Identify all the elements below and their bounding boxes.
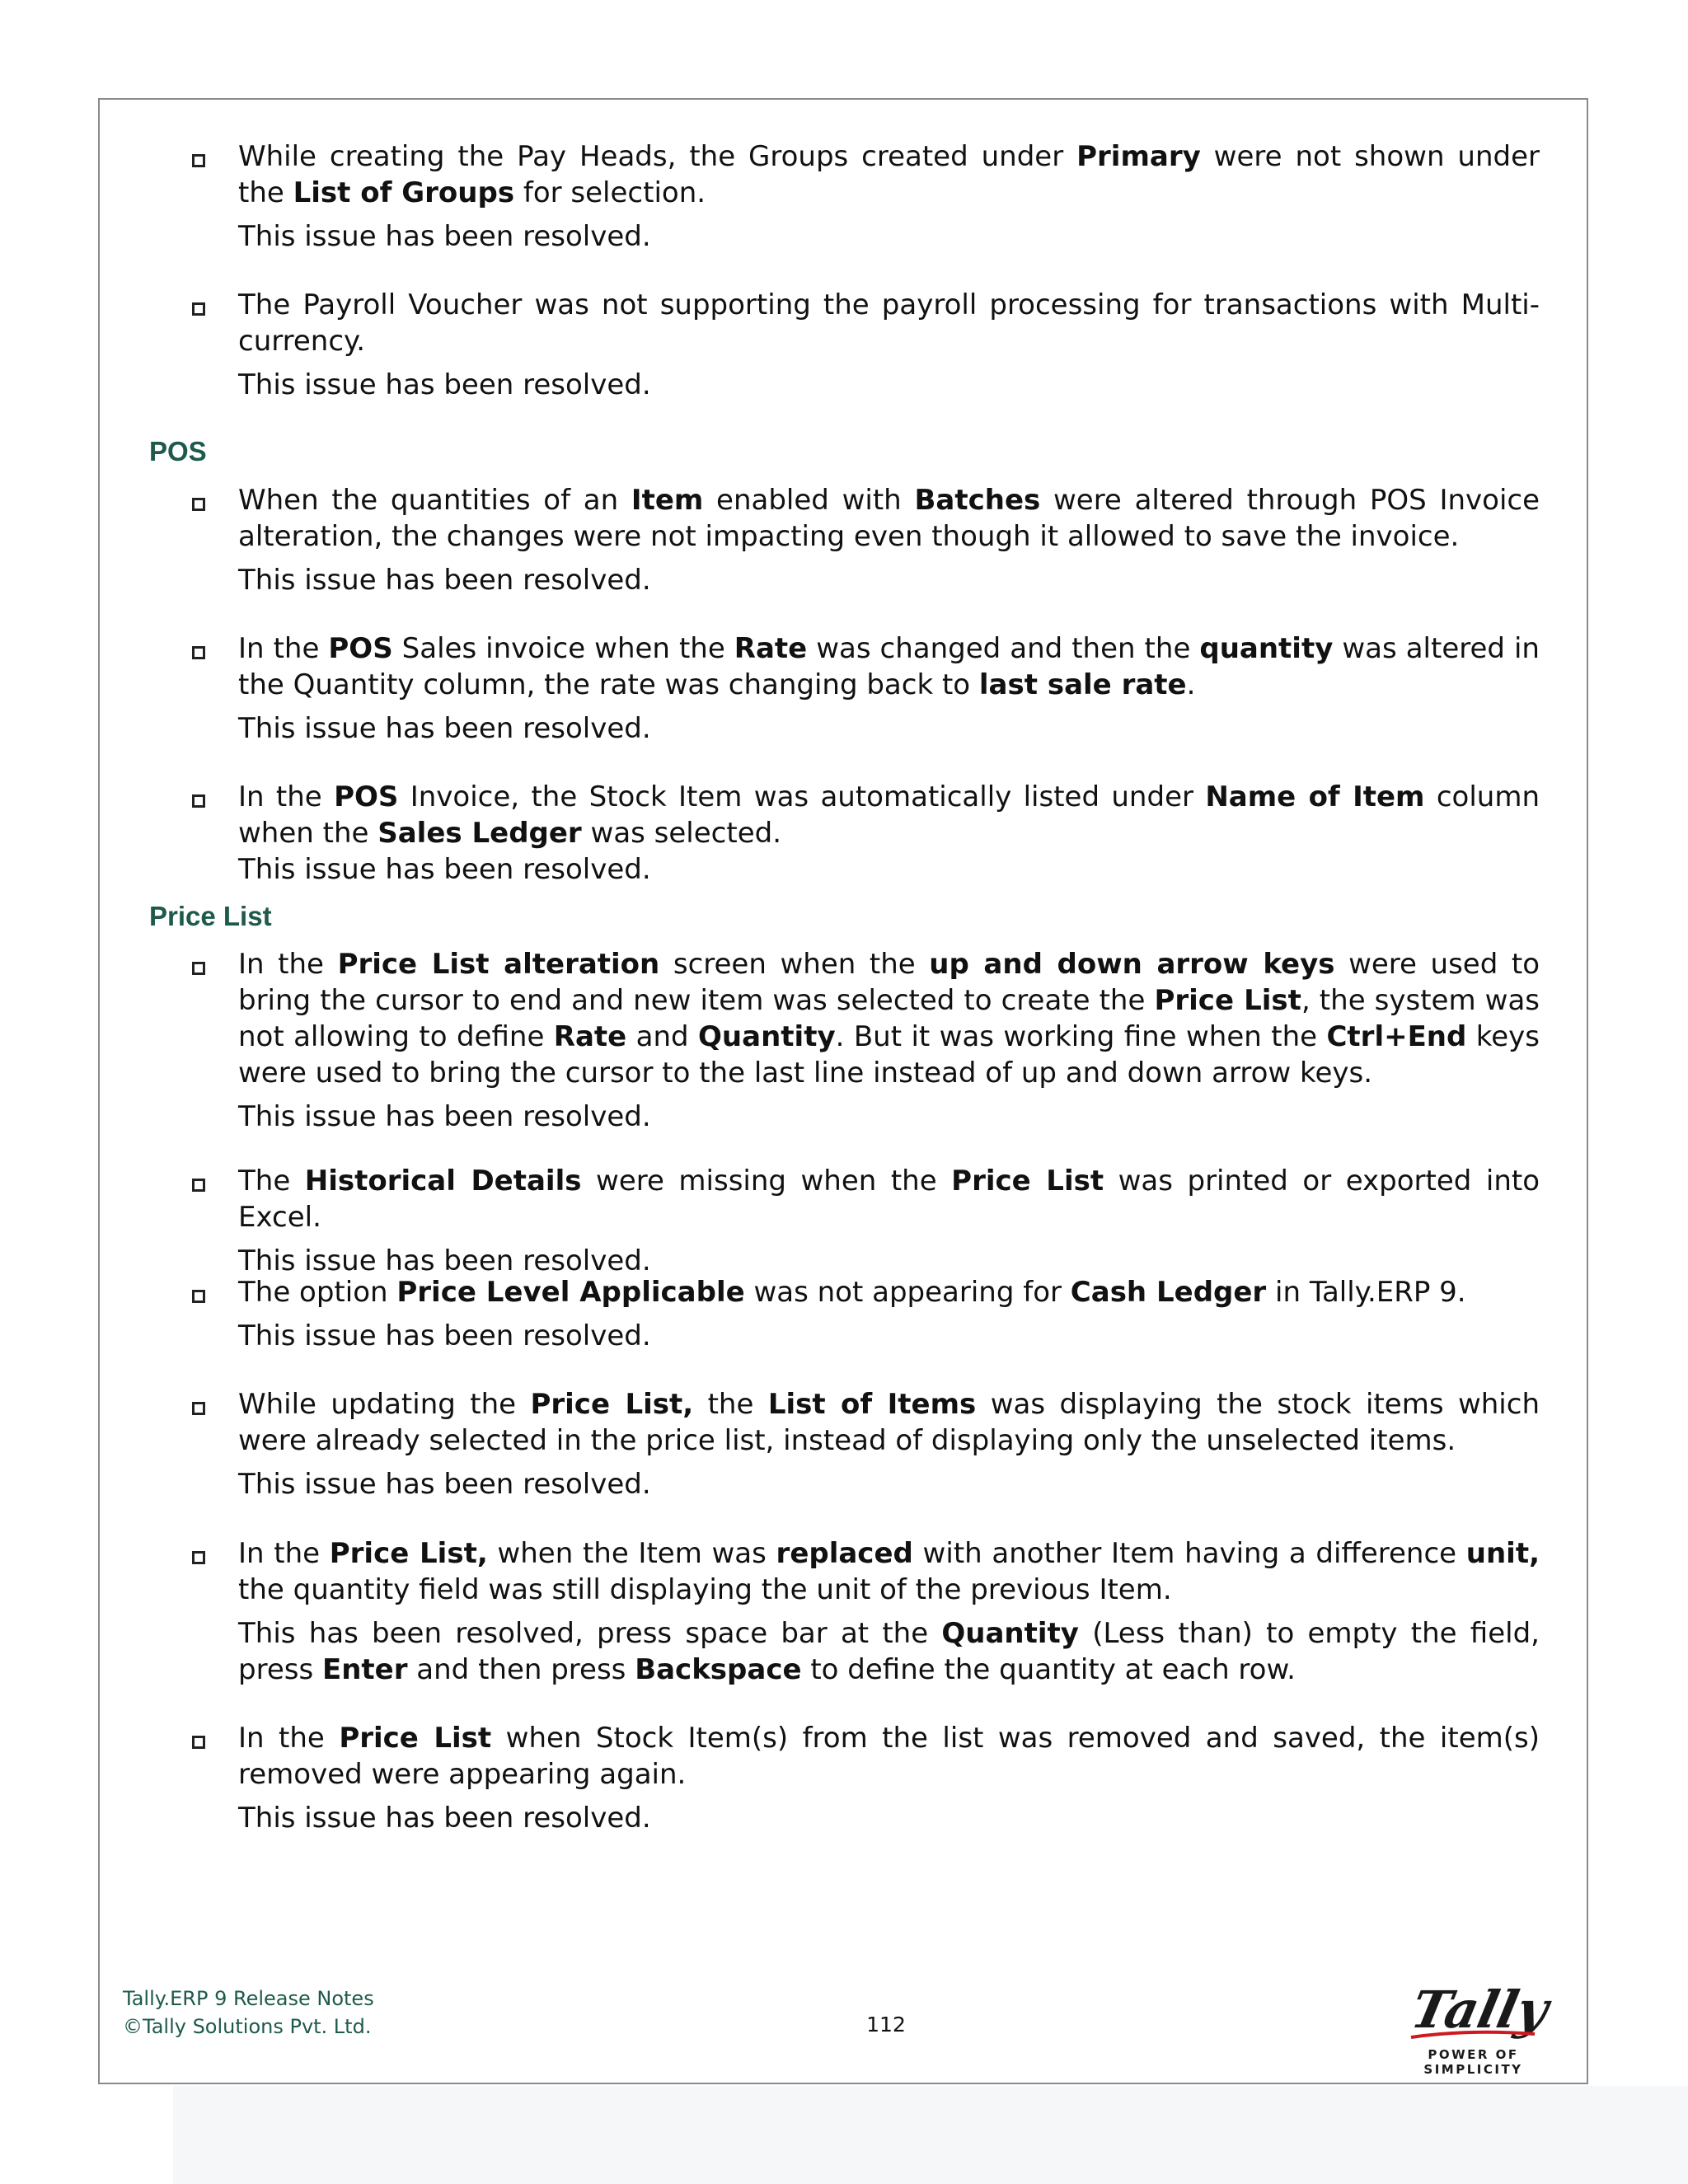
bold-term: Quantity bbox=[941, 1617, 1079, 1650]
text-run: in Tally.ERP 9. bbox=[1266, 1276, 1466, 1309]
footer-doc-title: Tally.ERP 9 Release Notes bbox=[123, 1987, 374, 2010]
bold-term: List of Groups bbox=[293, 176, 515, 209]
bold-term: up and down arrow keys bbox=[929, 948, 1335, 981]
text-run: to define the quantity at each row. bbox=[801, 1653, 1296, 1686]
resolution-note bbox=[238, 1318, 1540, 1354]
text-run: when Stock Item(s) from the list was removed and saved, the item(s) removed were appearing again. bbox=[238, 1722, 1540, 1791]
issue-item bbox=[149, 138, 1540, 255]
text-run: , the system was not allowing to define bbox=[238, 984, 1540, 1053]
issue-description bbox=[238, 482, 1540, 555]
text-run: for selection. bbox=[514, 176, 706, 209]
resolution-note bbox=[238, 1466, 1540, 1502]
square-bullet-icon bbox=[192, 498, 205, 511]
bold-term: POS bbox=[328, 632, 393, 665]
issue-item bbox=[149, 1274, 1540, 1354]
bold-term: Primary bbox=[1076, 140, 1201, 173]
square-bullet-icon bbox=[192, 1551, 205, 1564]
text-run: In the bbox=[238, 780, 335, 813]
bold-term: Price List alteration bbox=[337, 948, 660, 981]
text-run: This issue has been resolved. bbox=[238, 368, 651, 401]
text-run: enabled with bbox=[703, 484, 915, 517]
bold-term: Item bbox=[631, 484, 704, 517]
text-run: This issue has been resolved. bbox=[238, 712, 651, 745]
text-run: . bbox=[1186, 668, 1196, 701]
text-run: The option bbox=[238, 1276, 397, 1309]
bold-term: Batches bbox=[914, 484, 1041, 517]
text-run: (Less than) to empty the field, press bbox=[238, 1617, 1540, 1686]
page-number: 112 bbox=[866, 2013, 906, 2036]
issue-description bbox=[238, 1535, 1540, 1608]
bold-term: Backspace bbox=[635, 1653, 802, 1686]
text-run: was printed or exported into Excel. bbox=[238, 1165, 1540, 1234]
text-run: This issue has been resolved. bbox=[238, 220, 651, 253]
issue-item bbox=[149, 1720, 1540, 1836]
issue-description bbox=[238, 946, 1540, 1091]
bold-term: Name of Item bbox=[1205, 780, 1425, 813]
bold-term: Ctrl+End bbox=[1326, 1020, 1467, 1053]
square-bullet-icon bbox=[192, 1736, 205, 1749]
text-run: screen when the bbox=[659, 948, 930, 981]
text-run: In the bbox=[238, 1537, 330, 1570]
square-bullet-icon bbox=[192, 1179, 205, 1192]
resolution-note bbox=[238, 562, 1540, 598]
issue-item bbox=[149, 779, 1540, 888]
issue-item bbox=[149, 630, 1540, 747]
bold-term: Price List, bbox=[530, 1388, 694, 1421]
bold-term: POS bbox=[334, 780, 399, 813]
text-run: the quantity field was still displaying the unit of the previous Item. bbox=[238, 1573, 1172, 1606]
bold-term: Enter bbox=[321, 1653, 408, 1686]
issue-description bbox=[238, 1163, 1540, 1235]
text-run: This has been resolved, press space bar at the bbox=[238, 1617, 942, 1650]
text-run: This issue has been resolved. bbox=[238, 1100, 651, 1133]
resolution-note bbox=[238, 710, 1540, 747]
bold-term: Price List, bbox=[329, 1537, 488, 1570]
text-run: This issue has been resolved. bbox=[238, 1468, 651, 1501]
text-run: the bbox=[693, 1388, 768, 1421]
square-bullet-icon bbox=[192, 1402, 205, 1415]
text-run: The Payroll Voucher was not supporting the payroll processing for transactions with Multi-currency. bbox=[238, 288, 1540, 358]
footer-copyright: ©Tally Solutions Pvt. Ltd. bbox=[123, 2015, 372, 2038]
text-run: was displaying the stock items which were already selected in the price list, instead of displaying only the unselected items. bbox=[238, 1388, 1540, 1457]
text-run: Sales invoice when the bbox=[392, 632, 734, 665]
text-run: This issue has been resolved. bbox=[238, 853, 651, 886]
issue-description bbox=[238, 287, 1540, 359]
text-run: This issue has been resolved. bbox=[238, 1244, 651, 1277]
text-run: While updating the bbox=[238, 1388, 531, 1421]
text-run: In the bbox=[238, 1722, 340, 1755]
bold-term: List of Items bbox=[767, 1388, 977, 1421]
bold-term: Price List bbox=[339, 1722, 492, 1755]
issue-description bbox=[238, 779, 1540, 851]
text-run: when the Item was bbox=[487, 1537, 776, 1570]
bold-term: Sales Ledger bbox=[377, 817, 582, 850]
text-run: column when the bbox=[238, 780, 1540, 850]
bold-term: Price List bbox=[1154, 984, 1301, 1017]
square-bullet-icon bbox=[192, 1290, 205, 1303]
page-bottom-margin bbox=[173, 2086, 1688, 2184]
bold-term: last sale rate bbox=[978, 668, 1187, 701]
text-run: was not appearing for bbox=[744, 1276, 1071, 1309]
issue-item bbox=[149, 1386, 1540, 1502]
text-run: was altered in the Quantity column, the rate was changing back to bbox=[238, 632, 1540, 701]
text-run: were used to bring the cursor to end and new item was selected to create the bbox=[238, 948, 1540, 1017]
text-run: was changed and then the bbox=[807, 632, 1200, 665]
bold-term: Cash Ledger bbox=[1070, 1276, 1267, 1309]
issue-description bbox=[238, 138, 1540, 211]
issue-item bbox=[149, 1163, 1540, 1279]
issue-item bbox=[149, 1535, 1540, 1688]
square-bullet-icon bbox=[192, 646, 205, 659]
text-run: keys were used to bring the cursor to the last line instead of up and down arrow keys. bbox=[238, 1020, 1540, 1090]
issue-item bbox=[149, 287, 1540, 403]
square-bullet-icon bbox=[192, 302, 205, 316]
bold-term: quantity bbox=[1199, 632, 1334, 665]
footer-info bbox=[123, 1985, 374, 2041]
resolution-note bbox=[238, 1615, 1540, 1688]
text-run: In the bbox=[238, 632, 329, 665]
resolution-note bbox=[238, 851, 1540, 888]
text-run: While creating the Pay Heads, the Groups created under bbox=[238, 140, 1077, 173]
text-run: . But it was working fine when the bbox=[835, 1020, 1327, 1053]
bold-term: Price List bbox=[951, 1165, 1104, 1197]
text-run: This issue has been resolved. bbox=[238, 564, 651, 597]
text-run: and then press bbox=[407, 1653, 635, 1686]
text-run: were not shown under the bbox=[238, 140, 1540, 209]
issue-item bbox=[149, 946, 1540, 1135]
resolution-note bbox=[238, 1800, 1540, 1836]
bold-term: Rate bbox=[734, 632, 808, 665]
text-run: was selected. bbox=[581, 817, 782, 850]
text-run: In the bbox=[238, 948, 338, 981]
square-bullet-icon bbox=[192, 962, 205, 975]
section-heading: POS bbox=[149, 436, 207, 466]
text-run: and bbox=[626, 1020, 699, 1053]
text-run: This issue has been resolved. bbox=[238, 1802, 651, 1835]
resolution-note bbox=[238, 367, 1540, 403]
resolution-note bbox=[238, 1099, 1540, 1135]
bold-term: Quantity bbox=[698, 1020, 836, 1053]
bold-term: Price Level Applicable bbox=[396, 1276, 745, 1309]
issue-description bbox=[238, 1386, 1540, 1459]
issue-description bbox=[238, 1720, 1540, 1793]
text-run: Invoice, the Stock Item was automatically listed under bbox=[398, 780, 1206, 813]
logo-wordmark: Tally bbox=[1405, 1979, 1554, 2040]
text-run: The bbox=[238, 1165, 305, 1197]
logo-tagline: POWER OF SIMPLICITY bbox=[1423, 2047, 1523, 2077]
text-run: were missing when the bbox=[581, 1165, 952, 1197]
bold-term: unit, bbox=[1465, 1537, 1540, 1570]
issue-description bbox=[238, 1274, 1540, 1310]
text-run: When the quantities of an bbox=[238, 484, 631, 517]
issue-item bbox=[149, 482, 1540, 598]
square-bullet-icon bbox=[192, 154, 205, 167]
bold-term: Historical Details bbox=[304, 1165, 582, 1197]
text-run: with another Item having a difference bbox=[912, 1537, 1466, 1570]
square-bullet-icon bbox=[192, 794, 205, 808]
text-run: This issue has been resolved. bbox=[238, 1319, 651, 1352]
bold-term: Rate bbox=[553, 1020, 627, 1053]
bold-term: replaced bbox=[776, 1537, 913, 1570]
resolution-note bbox=[238, 218, 1540, 255]
issue-description bbox=[238, 630, 1540, 703]
text-run: were altered through POS Invoice alteration, the changes were not impacting even though it allowed to save the invoice. bbox=[238, 484, 1540, 553]
section-heading: Price List bbox=[149, 901, 272, 931]
